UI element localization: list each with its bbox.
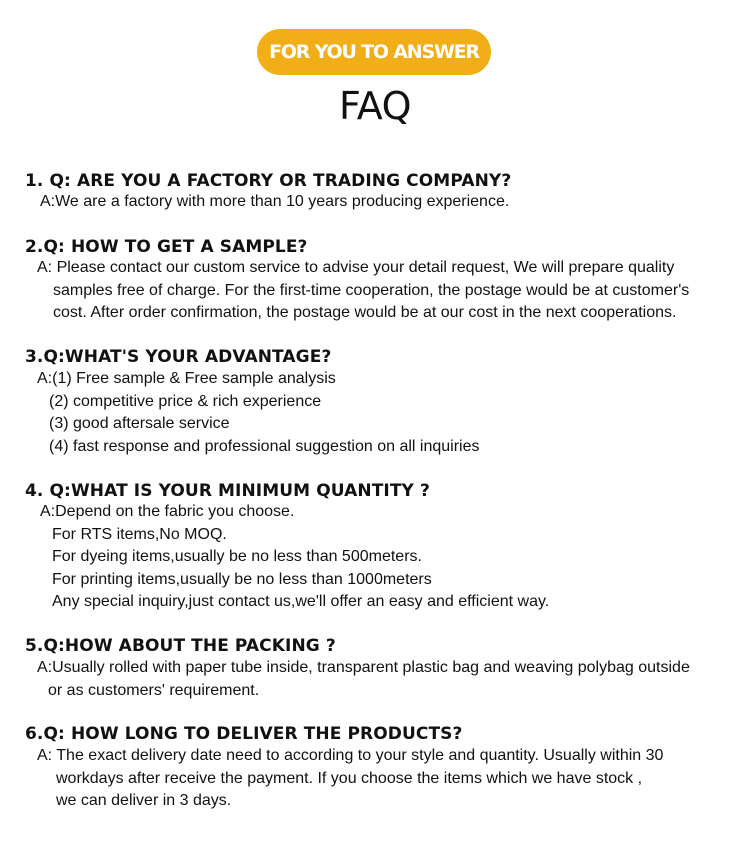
faq-answer-4-line-2: For RTS items,No MOQ. <box>52 525 227 543</box>
faq-answer-3 <box>37 368 479 458</box>
faq-answer-2-line-2: samples free of charge. For the first-time cooperation, the postage would be at customer's <box>53 281 690 299</box>
faq-answer-2-line-1: A: Please contact our custom service to advise your detail request, We will prepare quality <box>37 259 675 276</box>
faq-question-1: 1. Q: ARE YOU A FACTORY OR TRADING COMPANY? <box>25 171 512 191</box>
faq-answer-6-line-3: we can deliver in 3 days. <box>56 792 232 809</box>
section-badge <box>257 29 491 75</box>
faq-answer-1-line-1: A:We are a factory with more than 10 years producing experience. <box>40 193 510 210</box>
section-badge-label: FOR YOU TO ANSWER <box>269 41 479 63</box>
faq-answer-3-line-3: (3) good aftersale service <box>49 415 230 432</box>
faq-answer-6-line-2: workdays after receive the payment. If you choose the items which we have stock , <box>56 769 643 787</box>
faq-question-3: 3.Q:WHAT'S YOUR ADVANTAGE? <box>25 347 332 367</box>
faq-answer-6 <box>37 745 663 813</box>
faq-answer-3-line-4: (4) fast response and professional suggestion on all inquiries <box>49 437 480 455</box>
faq-question-2: 2.Q: HOW TO GET A SAMPLE? <box>25 237 308 257</box>
faq-answer-4-line-5: Any special inquiry,just contact us,we'll offer an easy and efficient way. <box>52 593 550 610</box>
faq-answer-5-line-2: or as customers' requirement. <box>48 681 260 699</box>
faq-answer-6-line-1: A: The exact delivery date need to according to your style and quantity. Usually within 30 <box>37 747 664 764</box>
faq-answer-4-line-3: For dyeing items,usually be no less than 500meters. <box>52 548 422 565</box>
faq-answer-2 <box>37 257 689 325</box>
faq-question-6: 6.Q: HOW LONG TO DELIVER THE PRODUCTS? <box>25 724 463 744</box>
faq-answer-5 <box>37 657 690 702</box>
faq-answer-5-line-1: A:Usually rolled with paper tube inside, transparent plastic bag and weaving polybag outside <box>37 659 690 676</box>
faq-answer-1 <box>40 191 509 214</box>
faq-answer-2-line-3: cost. After order confirmation, the postage would be at our cost in the next cooperations. <box>53 304 677 321</box>
faq-answer-3-line-2: (2) competitive price & rich experience <box>49 392 322 410</box>
faq-answer-4-line-4: For printing items,usually be no less than 1000meters <box>52 570 432 588</box>
faq-question-5: 5.Q:HOW ABOUT THE PACKING ? <box>25 636 336 656</box>
faq-answer-4-line-1: A:Depend on the fabric you choose. <box>40 503 295 520</box>
page-title: FAQ <box>338 84 412 128</box>
faq-question-4: 4. Q:WHAT IS YOUR MINIMUM QUANTITY ? <box>25 481 430 501</box>
faq-answer-3-line-1: A:(1) Free sample & Free sample analysis <box>37 370 336 387</box>
faq-answer-4 <box>40 501 549 614</box>
